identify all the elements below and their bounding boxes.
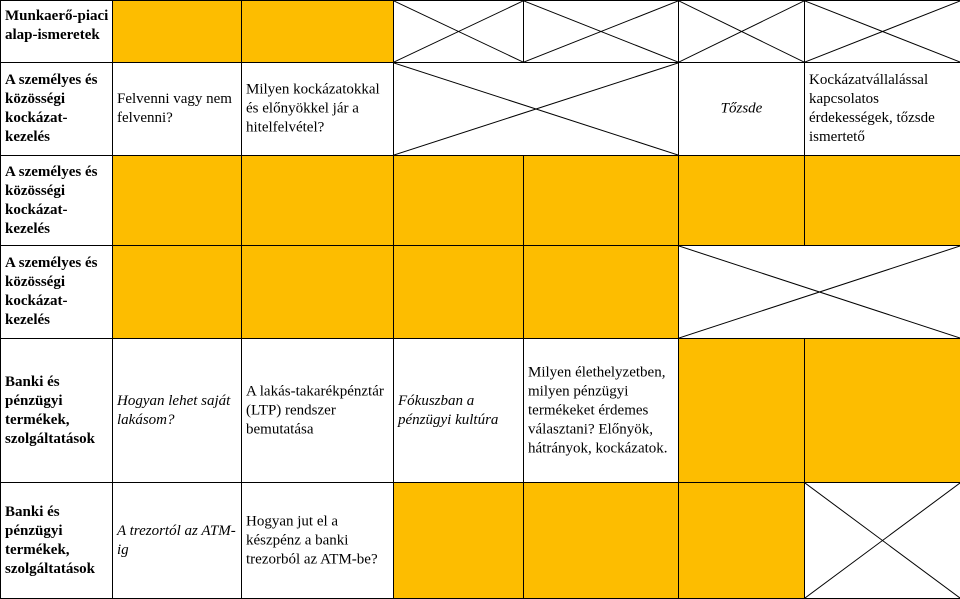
content-cell bbox=[241, 338, 394, 483]
yellow-cell bbox=[523, 245, 679, 339]
row-label-cell bbox=[0, 0, 113, 63]
crossed-out-cell bbox=[393, 62, 679, 156]
cell-text: Milyen élethelyzetben, milyen pénzügyi termékeket érdemes választani? Előnyök, hátrányok, kockázatok. bbox=[528, 364, 668, 456]
row-label-cell bbox=[0, 62, 113, 156]
cell-text: Milyen kockázatokkal és előnyökkel jár a hitelfelvétel? bbox=[246, 81, 380, 136]
yellow-cell bbox=[523, 482, 679, 599]
yellow-cell bbox=[678, 482, 805, 599]
yellow-cell bbox=[112, 155, 242, 246]
row-label: Banki és pénzügyi termékek, szolgáltatások bbox=[5, 503, 95, 577]
cell-text: Felvenni vagy nem felvenni? bbox=[117, 91, 232, 126]
crossed-out-cell bbox=[393, 0, 524, 63]
yellow-cell bbox=[393, 245, 524, 339]
cell-text: Tőzsde bbox=[720, 100, 763, 117]
yellow-cell bbox=[804, 155, 960, 246]
crossed-out-cell bbox=[678, 245, 960, 339]
cell-text: Hogyan jut el a készpénz a banki trezorból az ATM-be? bbox=[246, 513, 378, 567]
cross-icon bbox=[524, 1, 678, 62]
yellow-cell bbox=[112, 0, 242, 63]
cell-text: Hogyan lehet saját lakásom? bbox=[117, 392, 231, 428]
crossed-out-cell bbox=[523, 0, 679, 63]
content-cell bbox=[523, 338, 679, 483]
cell-text: A trezortól az ATM-ig bbox=[117, 522, 236, 558]
yellow-cell bbox=[678, 338, 805, 483]
row-label: A személyes és közösségi kockázat-kezelés bbox=[5, 163, 98, 237]
cross-icon bbox=[805, 483, 960, 598]
crossed-out-cell bbox=[678, 0, 805, 63]
cross-icon bbox=[394, 63, 678, 155]
crossed-out-cell bbox=[804, 0, 960, 63]
cross-icon bbox=[805, 1, 960, 62]
yellow-cell bbox=[241, 155, 394, 246]
row-label: Munkaerő-piaci alap-ismeretek bbox=[5, 8, 109, 43]
cross-icon bbox=[679, 246, 960, 338]
cell-text: Kockázatvállalással kapcsolatos érdekességek, tőzsde ismertető bbox=[809, 72, 935, 145]
yellow-cell bbox=[393, 155, 524, 246]
cell-text: A lakás-takarékpénztár (LTP) rendszer bemutatása bbox=[246, 383, 384, 437]
row-label: A személyes és közösségi kockázat-kezelés bbox=[5, 255, 98, 328]
yellow-cell bbox=[241, 0, 394, 63]
row-label-cell bbox=[0, 245, 113, 339]
row-label: A személyes és közösségi kockázat-kezelés bbox=[5, 72, 98, 145]
row-label-cell bbox=[0, 338, 113, 483]
content-cell bbox=[241, 62, 394, 156]
yellow-cell bbox=[678, 155, 805, 246]
content-cell bbox=[112, 482, 242, 599]
cross-icon bbox=[679, 1, 804, 62]
yellow-cell bbox=[523, 155, 679, 246]
content-cell bbox=[112, 62, 242, 156]
yellow-cell bbox=[112, 245, 242, 339]
row-label: Banki és pénzügyi termékek, szolgáltatások bbox=[5, 373, 95, 447]
row-label-cell bbox=[0, 482, 113, 599]
yellow-cell bbox=[804, 338, 960, 483]
content-cell bbox=[393, 338, 524, 483]
content-cell bbox=[804, 62, 960, 156]
cell-text: Fókuszban a pénzügyi kultúra bbox=[398, 392, 499, 428]
yellow-cell bbox=[241, 245, 394, 339]
content-cell bbox=[678, 62, 805, 156]
cross-icon bbox=[394, 1, 523, 62]
row-label-cell bbox=[0, 155, 113, 246]
content-cell bbox=[241, 482, 394, 599]
content-cell bbox=[112, 338, 242, 483]
crossed-out-cell bbox=[804, 482, 960, 599]
yellow-cell bbox=[393, 482, 524, 599]
